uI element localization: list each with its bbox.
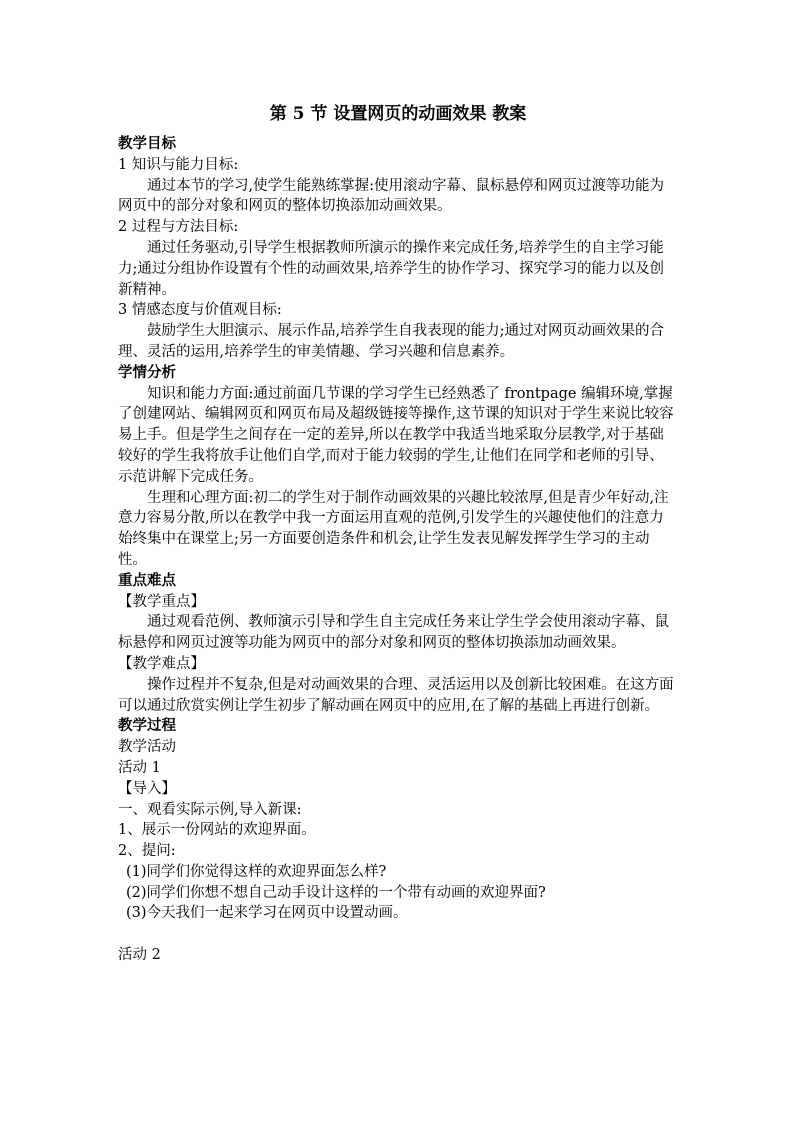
activity-1-label: 活动 1 <box>118 759 161 776</box>
goal-item-1-label: 1 知识与能力目标: <box>118 156 239 173</box>
section-heading-goals: 教学目标 <box>118 135 176 152</box>
goal-item-1-text: 通过本节的学习,使学生能熟练掌握:使用滚动字幕、鼠标悬停和网页过渡等功能为网页中的部分对象和网页的整体切换添加动画效果。 <box>118 177 664 215</box>
blank-line <box>118 924 678 945</box>
goal-item-3-text: 鼓励学生大胆演示、展示作品,培养学生自我表现的能力;通过对网页动画效果的合理、灵活的运用,培养学生的审美情趣、学习兴趣和信息素养。 <box>118 323 664 360</box>
analysis-paragraph-1: 知识和能力方面:通过前面几节课的学习学生已经熟悉了 frontpage 编辑环境,掌握了创建网站、编辑网页和网页布局及超级链接等操作,这节课的知识对于学生来说比较容易上手。但是学生之间存在一定的差异,所以在教学中我适当地采取分层教学,对于基础较好的学生我将放手让他们自学,而对于能力较弱的学生,让他们在同学和老师的引导、示范讲解下完成任务。 <box>118 385 674 485</box>
focus-text: 通过观看范例、教师演示引导和学生自主完成任务来让学生学会使用滚动字幕、鼠标悬停和网页过渡等功能为网页中的部分对象和网页的整体切换添加动画效果。 <box>118 614 669 652</box>
question-3: (3)今天我们一起来学习在网页中设置动画。 <box>126 905 408 922</box>
section-heading-keypoints: 重点难点 <box>118 571 176 589</box>
focus-label: 【教学重点】 <box>118 593 205 610</box>
intro-label: 【导入】 <box>118 780 176 797</box>
process-step-1: 一、观看实际示例,导入新课: <box>118 801 302 818</box>
document-body <box>118 134 678 966</box>
goal-item-2-text: 通过任务驱动,引导学生根据教师所演示的操作来完成任务,培养学生的自主学习能力;通过分组协作设置有个性的动画效果,培养学生的协作学习、探究学习的能力以及创新精神。 <box>118 239 664 298</box>
question-2: (2)同学们你想不想自己动手设计这样的一个带有动画的欢迎界面? <box>126 884 546 901</box>
analysis-paragraph-2: 生理和心理方面:初二的学生对于制作动画效果的兴趣比较浓厚,但是青少年好动,注意力容易分散,所以在教学中我一方面运用直观的范例,引发学生的兴趣使他们的注意力始终集中在课堂上;另一方面要创造条件和机会,让学生发表见解发挥学生学习的主动性。 <box>118 489 669 568</box>
process-step-1-1: 1、展示一份网站的欢迎界面。 <box>118 822 316 839</box>
goal-item-3-label: 3 情感态度与价值观目标: <box>118 302 282 319</box>
section-heading-analysis: 学情分析 <box>118 363 176 381</box>
process-step-1-2: 2、提问: <box>118 843 176 860</box>
goal-item-2-label: 2 过程与方法目标: <box>118 219 239 236</box>
activity-2-label: 活动 2 <box>118 947 161 964</box>
difficulty-text: 操作过程并不复杂,但是对动画效果的合理、灵活运用以及创新比较困难。在这方面可以通过欣赏实例让学生初步了解动画在网页中的应用,在了解的基础上再进行创新。 <box>118 676 674 714</box>
document-title: 第 5 节 设置网页的动画效果 教案 <box>269 104 527 124</box>
section-heading-process: 教学过程 <box>118 717 176 735</box>
question-1: (1)同学们你觉得这样的欢迎界面怎么样? <box>126 863 387 880</box>
activities-label: 教学活动 <box>118 739 176 756</box>
difficulty-label: 【教学难点】 <box>118 655 205 672</box>
document-page <box>118 102 678 966</box>
